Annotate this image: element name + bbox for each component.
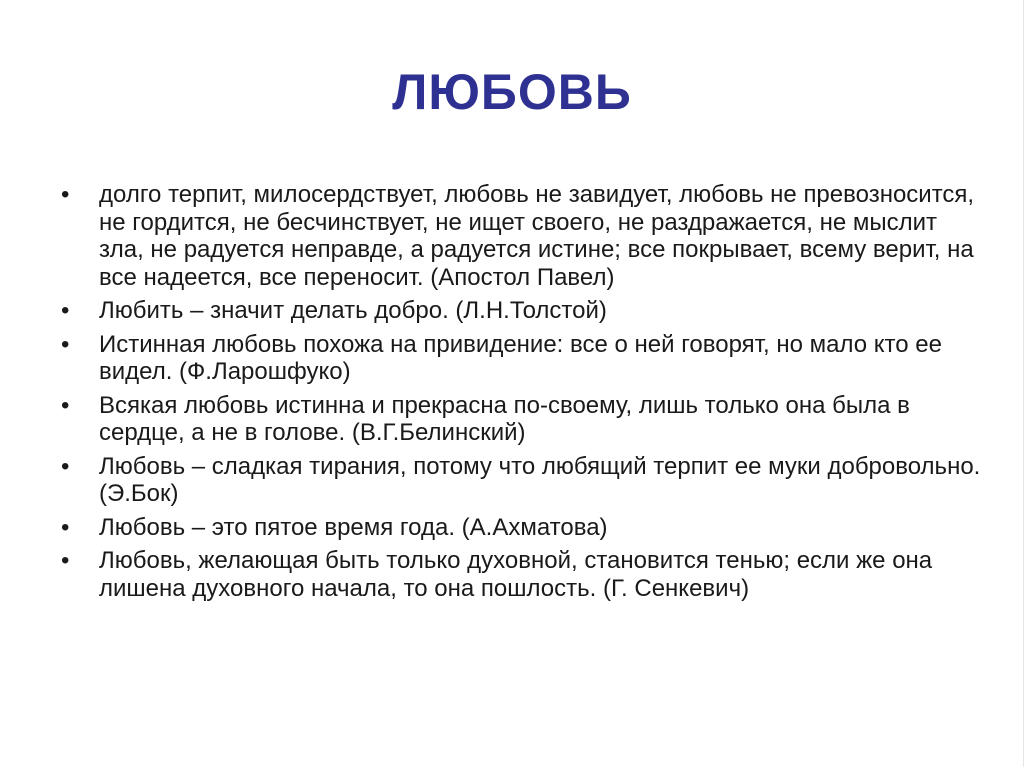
quote-text: долго терпит, милосердствует, любовь не завидует, любовь не превозносится, не гордится, не бесчинствует, не ищет своего, не раздражается, не мыслит зла, не радуется неправде, а радуется истине; все покрывает, всему верит, на все надеется, все переносит. (Апостол Павел) <box>99 181 975 291</box>
bullet-icon: • <box>61 452 70 480</box>
bullet-icon: • <box>61 391 70 419</box>
bullet-list <box>61 181 981 608</box>
bullet-icon: • <box>61 297 70 324</box>
quote-text: Любовь – сладкая тирания, потому что любящий терпит ее муки добровольно. (Э.Бок) <box>99 452 981 507</box>
quote-text: Любовь, желающая быть только духовной, становится тенью; если же она лишена духовного начала, то она пошлость. (Г. Сенкевич) <box>99 547 933 602</box>
list-item <box>61 453 981 508</box>
list-item <box>61 547 981 602</box>
bullet-icon: • <box>61 547 70 574</box>
list-item <box>61 331 981 386</box>
quote-text: Любить – значит делать добро. (Л.Н.Толстой) <box>99 297 607 324</box>
quote-text: Истинная любовь похожа на привидение: все о ней говорят, но мало кто ее видел. (Ф.Ларошфуко) <box>99 330 942 385</box>
list-item <box>61 181 981 291</box>
list-item <box>61 297 981 325</box>
bullet-icon: • <box>61 181 70 208</box>
quote-text: Любовь – это пятое время года. (А.Ахматова) <box>99 513 608 541</box>
bullet-icon: • <box>61 513 70 541</box>
slide-title: ЛЮБОВЬ <box>392 64 632 120</box>
bullet-icon: • <box>61 330 70 358</box>
list-item <box>61 392 981 447</box>
list-item <box>61 514 981 542</box>
quote-text: Всякая любовь истинна и прекрасна по-своему, лишь только она была в сердце, а не в голове. (В.Г.Белинский) <box>99 391 910 446</box>
